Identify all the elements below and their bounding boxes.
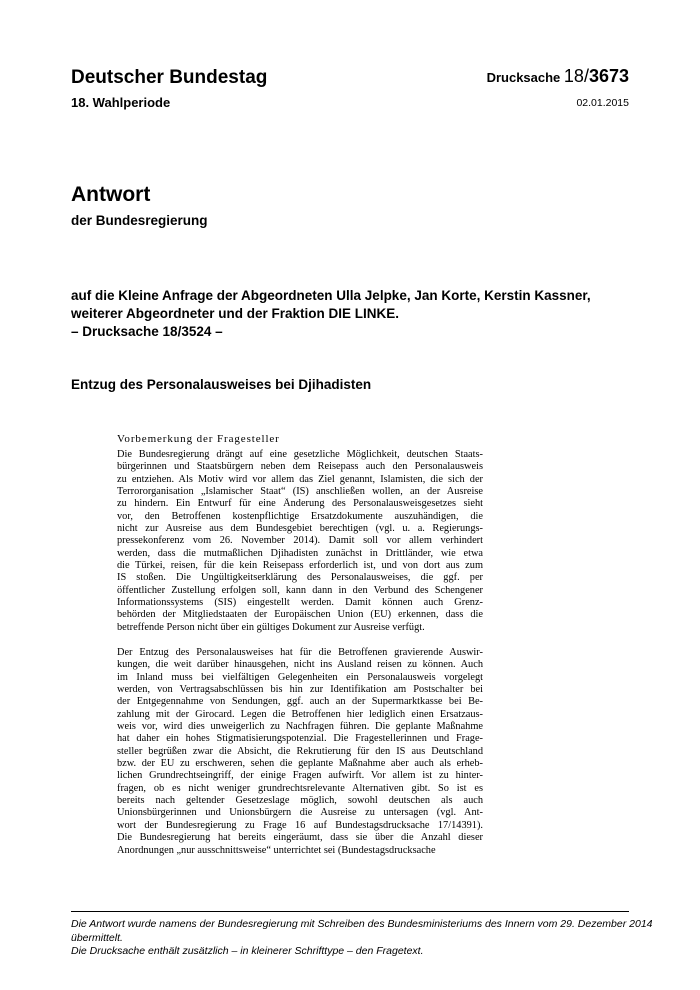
- paragraph-line: die Türkei, reisen, für die kein Reisepass erforderlich ist, und von dort aus zum: [117, 560, 483, 572]
- footnote-line: Die Antwort wurde namens der Bundesregierung mit Schreiben des Bundesministeriums des Innern vom 29. Dezember 2014: [71, 918, 653, 930]
- legislative-period: 18. Wahlperiode: [71, 95, 171, 110]
- document-type-heading: Antwort: [71, 183, 151, 206]
- paragraph-line: im Inland muss bei vielfältigen Gelegenheiten ein Personalausweis vorgelegt: [117, 671, 483, 683]
- paragraph-line: Informationssystems (SIS) eingestellt werden. Damit können auch Grenz-: [117, 597, 483, 609]
- paragraph-line: IS stoßen. Die Ungültigkeitserklärung des Personalausweises, die ggf. per: [117, 572, 483, 584]
- paragraph-line: behörden der Mitgliedstaaten der Europäischen Union (EU) erkennen, dass die: [117, 609, 483, 621]
- paragraph-line: Terrororganisation „Islamischer Staat“ (IS) anschließen wollen, an der Ausreise: [117, 486, 483, 498]
- paragraph-line: steller begrüßen zwar die Absicht, die Rekrutierung für den IS aus Deutschland: [117, 745, 483, 757]
- document-subject: Entzug des Personalausweises bei Djihadisten: [71, 377, 372, 392]
- paragraph-line: Die Bundesregierung hat bereits eingeräumt, dass sie über die Anzahl dieser: [117, 832, 483, 844]
- paragraph-line: Unionsbürgerinnen und Unionsbürgern die Ausreise zu untersagen (vgl. Ant-: [117, 807, 483, 819]
- paragraph-line: zu entziehen. Als Motiv wird vor allem das Ziel genannt, Islamisten, die sich der: [117, 473, 483, 485]
- footnote: [71, 918, 653, 959]
- document-author: der Bundesregierung: [71, 213, 208, 228]
- paragraph-line: werden, dass die mutmaßlichen Djihadisten zunächst in Drittländer, wie etwa: [117, 547, 483, 559]
- footnote-line: übermittelt.: [71, 931, 123, 944]
- preliminary-remark-heading: Vorbemerkung der Fragesteller: [117, 433, 280, 445]
- paragraph-line: werden, von Vertragsabschlüssen bis hin zur Identifikation am Postschalter bei: [117, 684, 483, 696]
- paragraph-line: betreffende Person nicht über ein gültiges Dokument zur Ausreise verfügt.: [117, 621, 425, 633]
- drucksache-number: [487, 66, 629, 87]
- preliminary-remark-paragraph-2: [117, 647, 483, 857]
- paragraph-line: vor, den Betroffenen kostenpflichtige Ersatzdokumente auszuhändigen, die: [117, 510, 483, 522]
- paragraph-line: fragen, ob es nicht weniger grundrechtsrelevante Alternativen gibt. So ist es: [117, 782, 483, 794]
- inquiry-reference: [71, 287, 641, 341]
- paragraph-line: hat daher ein hohes Stigmatisierungspotenzial. Die Fragestellerinnen und Frage-: [117, 733, 483, 745]
- paragraph-line: kungen, die weit darüber hinausgehen, nicht ins Ausland reisen zu können. Auch: [117, 659, 483, 671]
- paragraph-line: zu hindern. Ein Entwurf für eine Änderung des Personalausweisgesetzes sieht: [117, 498, 483, 510]
- drucksache-id: 3673: [588, 66, 629, 86]
- paragraph-line: nicht zur Ausreise aus dem Bundesgebiet berechtigen (vgl. u. a. Regierungs-: [117, 523, 483, 535]
- parliament-name: Deutscher Bundestag: [71, 67, 268, 88]
- inquiry-line: – Drucksache 18/3524 –: [71, 324, 223, 339]
- drucksache-prefix: 18/: [563, 66, 589, 86]
- paragraph-line: weis vor, wird dies unweigerlich zu Nachfragen führen. Die geplante Maßnahme: [117, 721, 483, 733]
- paragraph-line: öffentlicher Zustellung erfolgen soll, kann dann in den Verbund des Schengener: [117, 584, 483, 596]
- paragraph-line: zahlung mit der Girocard. Legen die Betroffenen hier lediglich einen Ersatzaus-: [117, 708, 483, 720]
- paragraph-line: bereits nach geltender Gesetzeslage möglich, sowohl deutschen als auch: [117, 795, 483, 807]
- paragraph-line: pressekonferenz vom 26. November 2014). Damit soll vor allem verhindert: [117, 535, 483, 547]
- paragraph-line: wort der Bundesregierung zu Frage 16 auf Bundestagsdrucksache 17/14391).: [117, 819, 483, 831]
- paragraph-line: der Entgegennahme von Sendungen, ggf. auch an der Supermarktkasse bei Be-: [117, 696, 483, 708]
- paragraph-line: bzw. der EU zu erschweren, sehen die geplante Maßnahme aber auch als erheb-: [117, 758, 483, 770]
- paragraph-line: Der Entzug des Personalausweises hat für die Betroffenen gravierende Auswir-: [117, 647, 483, 658]
- document-date: 02.01.2015: [576, 97, 629, 109]
- paragraph-line: lichen Grundrechtseingriff, der einige Fragen aufwirft. Vor allem ist zu hinter-: [117, 770, 483, 782]
- paragraph-line: bürgerinnen und Staatsbürgern neben dem Reisepass auch den Personalausweis: [117, 461, 483, 473]
- paragraph-line: Anordnungen „nur ausschnittsweise“ unterrichtet sei (Bundestagsdrucksache: [117, 844, 436, 856]
- drucksache-label: Drucksache: [486, 70, 561, 85]
- footnote-divider: [71, 911, 629, 912]
- inquiry-line: auf die Kleine Anfrage der Abgeordneten Ulla Jelpke, Jan Korte, Kerstin Kassner,: [71, 288, 591, 303]
- inquiry-line: weiterer Abgeordneter und der Fraktion DIE LINKE.: [71, 306, 400, 321]
- paragraph-line: Die Bundesregierung drängt auf eine gesetzliche Möglichkeit, deutschen Staats-: [117, 449, 483, 460]
- preliminary-remark-paragraph-1: [117, 449, 483, 634]
- footnote-line: Die Drucksache enthält zusätzlich – in kleinerer Schrifttype – den Fragetext.: [71, 945, 424, 957]
